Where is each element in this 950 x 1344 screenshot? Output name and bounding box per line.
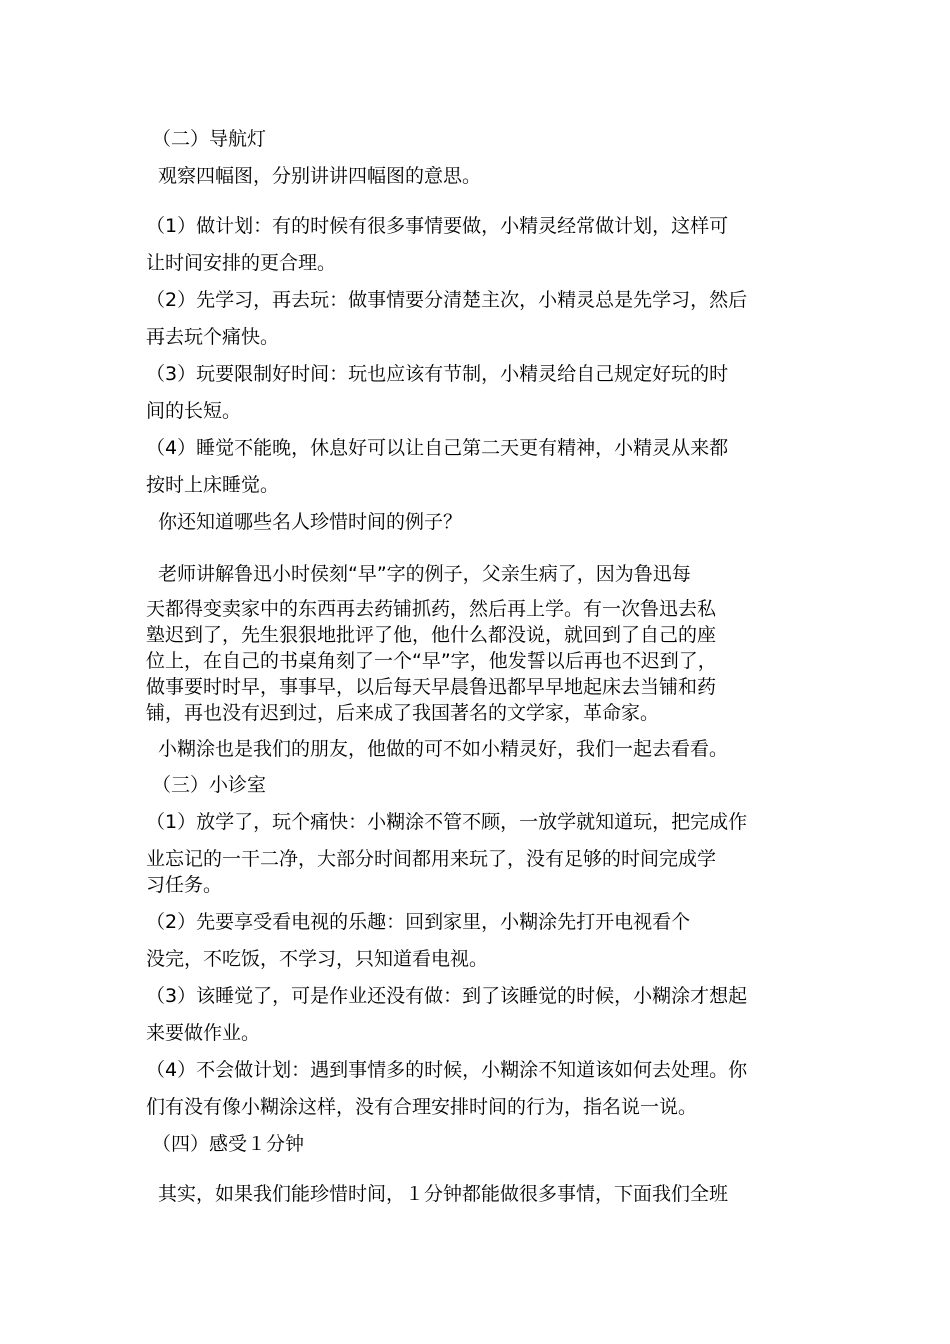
paragraph-line: 铺，再也没有迟到过，后来成了我国著名的文学家，革命家。 (146, 702, 660, 724)
paragraph-line: （2）先要享受看电视的乐趣：回到家里，小糊涂先打开电视看个 (146, 911, 691, 933)
paragraph-line: 间的长短。 (146, 400, 242, 422)
paragraph-line: 老师讲解鲁迅小时侯刻“早”字的例子，父亲生病了，因为鲁迅每 (158, 563, 691, 585)
paragraph-line: （1）做计划：有的时候有很多事情要做，小精灵经常做计划，这样可 (146, 215, 729, 237)
paragraph-line: 位上，在自己的书桌角刻了一个“早”字，他发誓以后再也不迟到了， (146, 650, 717, 672)
paragraph-line: 业忘记的一干二净，大部分时间都用来玩了，没有足够的时间完成学 (146, 848, 717, 870)
section-heading-clinic: （三）小诊室 (152, 774, 267, 796)
paragraph-line: （3）玩要限制好时间：玩也应该有节制，小精灵给自己规定好玩的时 (146, 363, 729, 385)
paragraph-line: 塾迟到了，先生狠狠地批评了他，他什么都没说，就回到了自己的座 (146, 624, 717, 646)
paragraph-line: 再去玩个痛快。 (146, 326, 280, 348)
paragraph-line: 们有没有像小糊涂这样，没有合理安排时间的行为，指名说一说。 (146, 1096, 698, 1118)
paragraph-line: 按时上床睡觉。 (146, 474, 280, 496)
paragraph-line: （1）放学了，玩个痛快：小糊涂不管不顾，一放学就知道玩，把完成作 (146, 811, 748, 833)
paragraph-line: （3）该睡觉了，可是作业还没有做：到了该睡觉的时候，小糊涂才想起 (146, 985, 748, 1007)
paragraph-line: 习任务。 (146, 874, 223, 896)
paragraph-line: 来要做作业。 (146, 1022, 261, 1044)
paragraph-line: 其实，如果我们能珍惜时间，１分钟都能做很多事情，下面我们全班 (158, 1183, 729, 1205)
paragraph-line: （2）先学习，再去玩：做事情要分清楚主次，小精灵总是先学习，然后 (146, 289, 748, 311)
section-heading-one-minute: （四）感受１分钟 (152, 1133, 305, 1155)
paragraph-line: 小糊涂也是我们的朋友，他做的可不如小精灵好，我们一起去看看。 (158, 738, 729, 760)
paragraph-line: 没完，不吃饭，不学习，只知道看电视。 (146, 948, 489, 970)
paragraph-line: 观察四幅图，分别讲讲四幅图的意思。 (158, 165, 482, 187)
paragraph-line: 天都得变卖家中的东西再去药铺抓药，然后再上学。有一次鲁迅去私 (146, 598, 717, 620)
paragraph-line: （4）不会做计划：遇到事情多的时候，小糊涂不知道该如何去处理。你 (146, 1059, 748, 1081)
paragraph-line: 你还知道哪些名人珍惜时间的例子？ (158, 511, 463, 533)
paragraph-line: 做事要时时早，事事早，以后每天早晨鲁迅都早早地起床去当铺和药 (146, 676, 717, 698)
paragraph-line: 让时间安排的更合理。 (146, 252, 337, 274)
section-heading-navigation-light: （二）导航灯 (152, 128, 267, 150)
paragraph-line: （4）睡觉不能晚，休息好可以让自己第二天更有精神，小精灵从来都 (146, 437, 729, 459)
